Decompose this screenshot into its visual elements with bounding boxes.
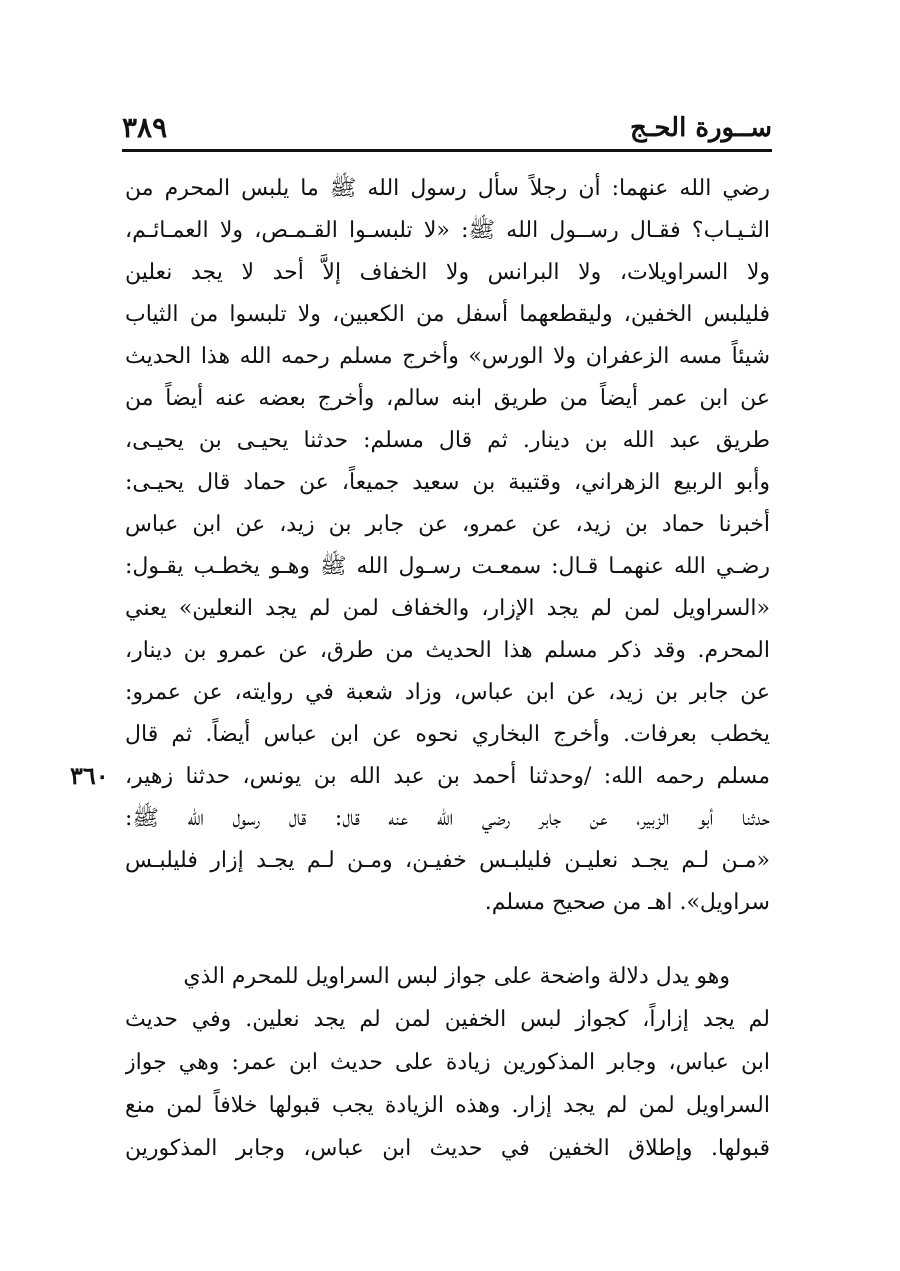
text-line: السراويل لمن لم يجد إزار. وهذه الزيادة يجب قبولها خلافاً لمن منع xyxy=(125,1093,770,1118)
text-line: عن جابر بن زيد، عن ابن عباس، وزاد شعبة في روايته، عن عمرو: xyxy=(125,680,770,705)
text-line: أخبرنا حماد بن زيد، عن عمرو، عن جابر بن زيد، عن ابن عباس xyxy=(125,512,770,537)
text-line: ابن عباس، وجابر المذكورين زيادة على حديث ابن عمر: وهي جواز xyxy=(125,1050,770,1075)
text-line: «السراويل لمن لم يجد الإزار، والخفاف لمن لم يجد النعلين» يعني xyxy=(125,596,770,621)
text-line: شيئاً مسه الزعفران ولا الورس» وأخرج مسلم رحمه الله هذا الحديث xyxy=(125,344,770,369)
page-number: ٣٨٩ xyxy=(122,111,168,144)
text-line: فليلبس الخفين، وليقطعهما أسفل من الكعبين، ولا تلبسوا من الثياب xyxy=(125,302,770,327)
page-header xyxy=(122,108,772,148)
text-line: وهو يدل دلالة واضحة على جواز لبس السراويل للمحرم الذي xyxy=(183,964,730,989)
surah-title: ســورة الحـج xyxy=(629,113,772,143)
text-line: رضي الله عنهما: أن رجلاً سأل رسول الله ﷺ ما يلبس المحرم من xyxy=(125,176,770,201)
text-line: ولا السراويلات، ولا البرانس ولا الخفاف إلاَّ أحد لا يجد نعلين xyxy=(125,260,770,285)
text-line: رضـي الله عنهمـا قـال: سمعـت رسـول الله ﷺ وهـو يخطـب يقـول: xyxy=(125,554,770,579)
text-line: المحرم. وقد ذكر مسلم هذا الحديث من طرق، عن عمرو بن دينار، xyxy=(125,638,770,663)
text-line: الثـيـاب؟ فقـال رســول الله ﷺ: «لا تلبسـوا القـمـص، ولا العمـائـم، xyxy=(125,218,770,243)
text-line: حدثنا أبو الزبير، عن جابر رضي الله عنه قال: قال رسول الله ﷺ: xyxy=(125,806,770,831)
text-line: لم يجد إزاراً، كجواز لبس الخفين لمن لم يجد نعلين. وفي حديث xyxy=(125,1007,770,1032)
text-line: يخطب بعرفات. وأخرج البخاري نحوه عن ابن عباس أيضاً. ثم قال xyxy=(125,722,770,747)
text-line: «مـن لـم يجـد نعليـن فليلبـس خفيـن، ومـن لـم يجـد إزار فليلبـس xyxy=(125,848,770,873)
text-line: قبولها. وإطلاق الخفين في حديث ابن عباس، وجابر المذكورين xyxy=(125,1136,770,1161)
text-line: طريق عبد الله بن دينار. ثم قال مسلم: حدثنا يحيـى بن يحيـى، xyxy=(125,428,770,453)
text-line: عن ابن عمر أيضاً من طريق ابنه سالم، وأخرج بعضه عنه أيضاً من xyxy=(125,386,770,411)
paragraph-1 xyxy=(125,168,770,924)
text-line: سراويل». اهـ من صحيح مسلم. xyxy=(484,890,770,915)
text-line: وأبو الربيع الزهراني، وقتيبة بن سعيد جميعاً، عن حماد قال يحيـى: xyxy=(125,470,770,495)
text-line: مسلم رحمه الله: /وحدثنا أحمد بن عبد الله بن يونس، حدثنا زهير، xyxy=(125,764,770,789)
header-rule xyxy=(122,149,772,152)
paragraph-2 xyxy=(125,955,770,1170)
margin-reference-number: ٣٦٠ xyxy=(70,761,109,790)
